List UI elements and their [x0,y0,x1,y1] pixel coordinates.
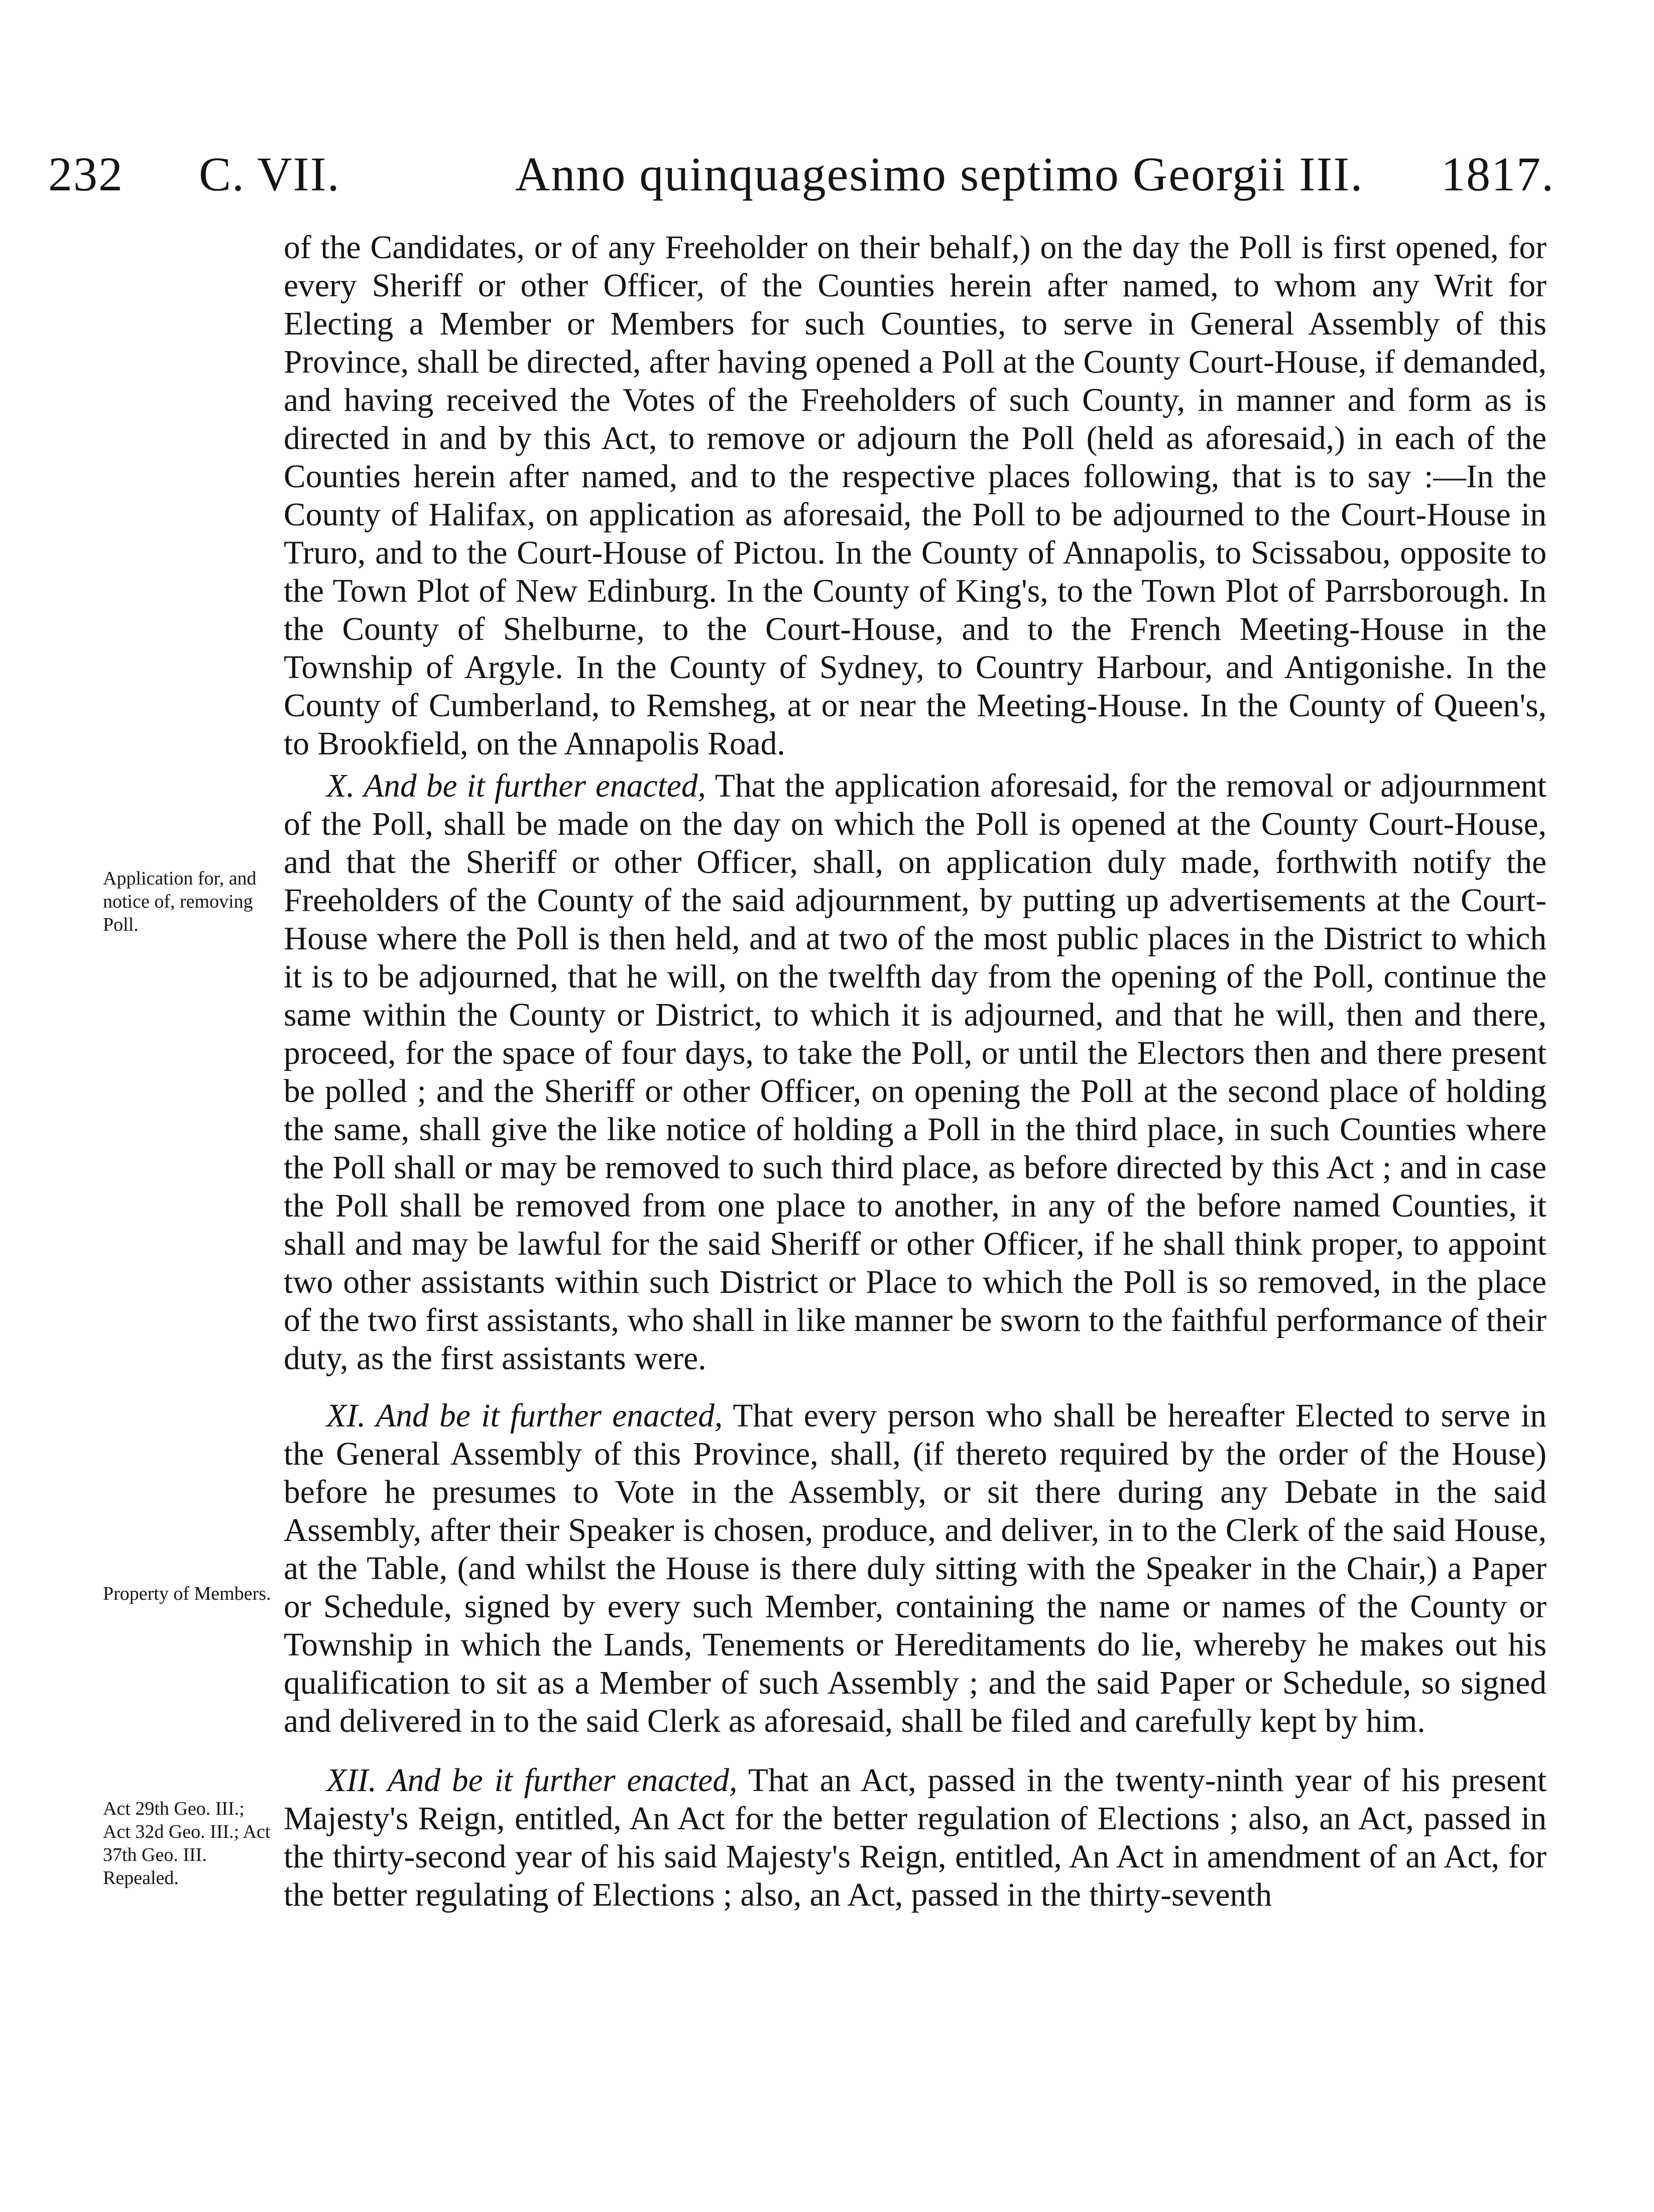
body-text [284,229,1547,1914]
paragraph-text: of the Candidates, or of any Freeholder on their behalf,) on the day the Poll is first opened, for every Sheriff or other Officer, of the Counties herein after named, to whom any Writ for Electing a Member or Members for such Counties, to serve in General Assembly of this Province, shall be directed, after having opened a Poll at the County Court-House, if demanded, and having received the Votes of the Freeholders of such County, in manner and form as is directed in and by this Act, to remove or adjourn the Poll (held as aforesaid,) in each of the Counties herein after named, and to the respective places following, that is to say :—In the County of Halifax, on application as aforesaid, the Poll to be adjourned to the Court-House in Truro, and to the Court-House of Pictou. In the County of Annapolis, to Scissabou, opposite to the Town Plot of New Edinburg. In the County of King's, to the Town Plot of Parrsborough. In the County of Shelburne, to the Court-House, and to the French Meeting-House in the Township of Argyle. In the County of Sydney, to Country Harbour, and Antigonishe. In the County of Cumberland, to Remsheg, at or near the Meeting-House. In the County of Queen's, to Brookfield, on the Annapolis Road. [284,230,1547,762]
margin-note-property-of-members: Property of Members. [103,1583,271,1604]
page-number: 232 [48,147,124,201]
section-lead: X. And be it further enacted, [326,768,706,804]
paragraph-continuation [284,229,1547,763]
chapter-number: C. VII. [199,147,340,201]
section-xi [284,1397,1547,1740]
section-x [284,767,1547,1378]
section-lead: XI. And be it further enacted, [326,1398,723,1434]
header-year: 1817. [1441,147,1555,201]
running-header [48,147,1555,207]
section-lead: XII. And be it further enacted, [326,1762,738,1799]
section-text: That an Act, passed in the twenty-ninth year of his present Majesty's Reign, entitled, An Act for the better regulation of Elections ; also, an Act, passed in the thirty-second year of his said Majesty's Reign, entitled, An Act in amendment of an Act, for the better regulating of Elections ; also, an Act, passed in the thirty-seventh [284,1762,1547,1913]
margin-note-removing-poll: Application for, and notice of, removing Poll. [103,868,257,935]
section-xii [284,1761,1547,1914]
margin-note-acts-repealed: Act 29th Geo. III.; Act 32d Geo. III.; Act 37th Geo. III. Repealed. [103,1798,271,1889]
header-title: Anno quinquagesimo septimo Georgii III. [515,147,1364,201]
section-text: That every person who shall be hereafter Elected to serve in the General Assembly of this Province, shall, (if thereto required by the order of the House) before he presumes to Vote in the Assembly, or sit there during any Debate in the said Assembly, after their Speaker is chosen, produce, and deliver, in to the Clerk of the said House, at the Table, (and whilst the House is there duly sitting with the Speaker in the Chair,) a Paper or Schedule, signed by every such Member, containing the name or names of the County or Township in which the Lands, Tenements or Hereditaments do lie, whereby he makes out his qualification to sit as a Member of such Assembly ; and the said Paper or Schedule, so signed and delivered in to the said Clerk as aforesaid, shall be filed and carefully kept by him. [284,1398,1547,1739]
section-text: That the application aforesaid, for the removal or adjournment of the Poll, shall be made on the day on which the Poll is opened at the County Court-House, and that the Sheriff or other Officer, shall, on application duly made, forthwith notify the Freeholders of the County of the said adjournment, by putting up advertisements at the Court-House where the Poll is then held, and at two of the most public places in the District to which it is to be adjourned, that he will, on the twelfth day from the opening of the Poll, continue the same within the County or District, to which it is adjourned, and that he will, then and there, proceed, for the space of four days, to take the Poll, or until the Electors then and there present be polled ; and the Sheriff or other Officer, on opening the Poll at the second place of holding the same, shall give the like notice of holding a Poll in the third place, in such Counties where the Poll shall or may be removed to such third place, as before directed by this Act ; and in case the Poll shall be removed from one place to another, in any of the before named Counties, it shall and may be lawful for the said Sheriff or other Officer, if he shall think proper, to appoint two other assistants within such District or Place to which the Poll is so removed, in the place of the two first assistants, who shall in like manner be sworn to the faithful performance of their duty, as the first assistants were. [284,768,1547,1377]
